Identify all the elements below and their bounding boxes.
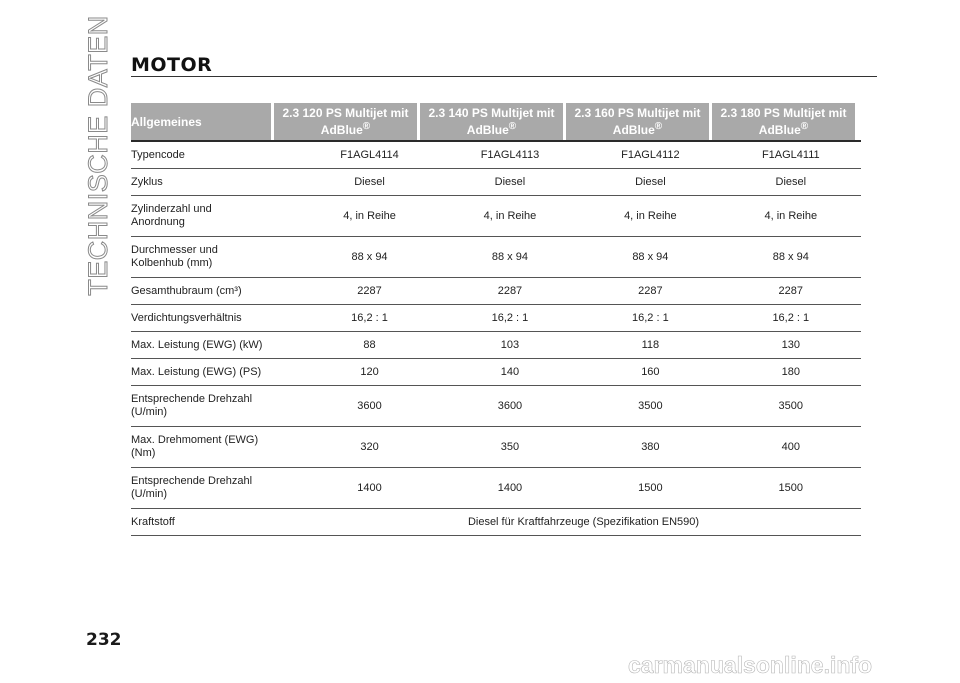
row-label [131,393,299,419]
row-value: 2287 [638,285,663,297]
row-label: Gesamthubraum (cm³) [131,284,242,297]
header-line1: 2.3 160 PS Multijet mit [574,106,701,120]
row-label-line1: Zylinderzahl und [131,203,212,215]
header-engine-180 [712,103,855,140]
table-row-drehmoment [131,427,861,468]
row-value: 16,2 : 1 [632,312,669,324]
row-value: 88 [363,339,376,351]
engine-spec-table [131,103,861,536]
header-general [131,103,271,140]
row-label-line1: Durchmesser und [131,244,218,256]
title-divider [131,76,877,77]
row-label [131,244,299,270]
row-value: 16,2 : 1 [351,312,388,324]
side-chapter-title-text: TECHNISCHE DATEN [82,15,113,296]
row-value: 4, in Reihe [483,210,537,222]
row-value: 88 x 94 [632,251,669,263]
header-line2: AdBlue [466,123,509,137]
row-label-line2: Anordnung [131,216,185,228]
row-value: 103 [500,339,520,351]
row-value: 120 [360,366,379,378]
section-title: MOTOR [131,54,213,76]
row-value: 4, in Reihe [343,210,396,222]
header-general-label: Allgemeines [131,114,202,129]
table-row-typencode [131,142,861,169]
table-row-leistung-ps [131,359,861,386]
table-row-gesamthubraum [131,278,861,305]
table-header [131,103,861,140]
row-value: 400 [781,441,800,453]
table-row-durchmesser [131,237,861,278]
table-row-drehzahl-drehmoment [131,468,861,509]
row-value: 16,2 : 1 [491,312,529,324]
table-row-kraftstoff [131,509,861,536]
row-label [131,434,299,460]
row-label-line2: (U/min) [131,488,168,500]
row-value: 118 [641,339,660,351]
row-value: 88 x 94 [351,251,388,263]
row-value: Diesel [494,176,526,188]
header-line2: AdBlue [612,123,655,137]
row-value: 1500 [778,482,804,494]
table-row-leistung-kw [131,332,861,359]
row-label-line2: Kolbenhub (mm) [131,257,213,269]
row-value: 320 [360,441,379,453]
row-label-line2: (U/min) [131,406,168,418]
row-value: 2287 [357,285,382,297]
header-line1: 2.3 120 PS Multijet mit [282,106,409,120]
table-row-zylinderzahl [131,196,861,237]
row-value: 180 [781,366,800,378]
row-value: 88 x 94 [772,251,809,263]
row-value: 4, in Reihe [624,210,677,222]
row-value: 130 [781,339,800,351]
header-line2: AdBlue [758,123,801,137]
registered-mark: ® [508,121,517,132]
row-value: 380 [641,441,660,453]
row-value: 2287 [778,285,804,297]
row-value: F1AGL4112 [621,149,680,161]
row-value: 4, in Reihe [764,210,818,222]
header-engine-140 [420,103,563,140]
watermark: carmanualsonline.info [628,652,873,678]
header-line1: 2.3 140 PS Multijet mit [428,106,555,120]
row-label: Max. Leistung (EWG) (kW) [131,338,263,351]
row-label [131,203,299,229]
row-value: 3600 [497,400,523,412]
registered-mark: ® [800,121,809,132]
row-value: 1400 [497,482,523,494]
row-value-span: Diesel für Kraftfahrzeuge (Spezifikation EN590) [467,516,700,528]
row-label-line2: (Nm) [131,447,156,459]
row-value: 140 [500,366,520,378]
row-value: 1400 [357,482,382,494]
row-label: Verdichtungsverhältnis [131,311,242,324]
row-label: Max. Leistung (EWG) (PS) [131,365,262,378]
table-row-verdichtung [131,305,861,332]
row-label-line1: Entsprechende Drehzahl [131,475,253,487]
row-value: F1AGL4114 [340,149,399,161]
row-value: 3500 [778,400,804,412]
page-number: 232 [86,630,122,650]
row-value: Diesel [354,176,385,188]
row-label: Zyklus [131,175,163,188]
row-value: Diesel [775,176,807,188]
row-value: 3600 [357,400,382,412]
row-value: F1AGL4113 [480,149,540,161]
row-label-line1: Max. Drehmoment (EWG) [131,434,259,446]
registered-mark: ® [654,121,663,132]
row-value: 2287 [497,285,523,297]
header-engine-160 [566,103,709,140]
header-line2: AdBlue [320,123,363,137]
row-value: 3500 [638,400,663,412]
table-row-zyklus [131,169,861,196]
row-value: 1500 [638,482,663,494]
row-value: 16,2 : 1 [772,312,810,324]
table-row-drehzahl-leistung [131,386,861,427]
row-label: Kraftstoff [131,515,175,528]
registered-mark: ® [362,121,371,132]
side-chapter-title [78,15,118,296]
row-value: Diesel [635,176,666,188]
row-value: 88 x 94 [491,251,528,263]
row-value: 160 [641,366,660,378]
row-label: Typencode [131,148,185,161]
row-value: 350 [500,441,520,453]
row-label [131,475,299,501]
header-engine-120 [274,103,417,140]
row-label-line1: Entsprechende Drehzahl [131,393,253,405]
header-line1: 2.3 180 PS Multijet mit [720,106,847,120]
row-value: F1AGL4111 [761,149,820,161]
